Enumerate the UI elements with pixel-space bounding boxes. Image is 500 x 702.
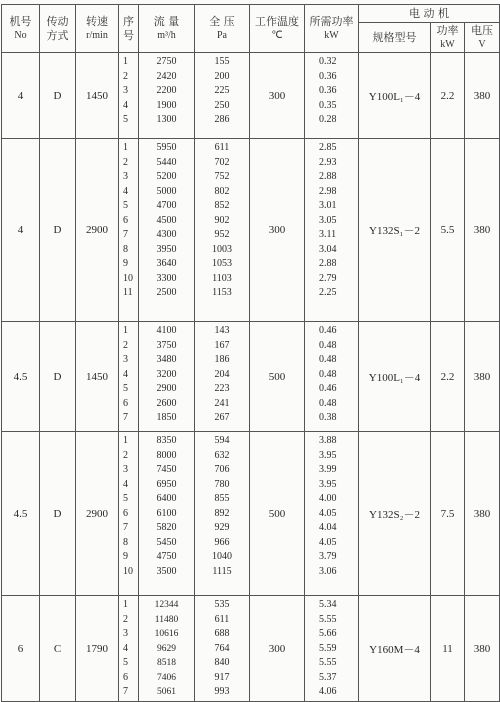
fan-no-cell: 4.5 [2, 432, 40, 596]
seq-item: 4 [123, 642, 128, 654]
pressure-value: 929 [214, 522, 230, 533]
power-value: 5.59 [319, 642, 337, 654]
seq-item: 3 [123, 354, 128, 365]
power-list [305, 596, 359, 702]
flow-value: 6400 [156, 493, 177, 504]
table-row [2, 432, 500, 596]
pressure-value: 535 [214, 599, 230, 610]
pressure-value: 892 [214, 507, 230, 519]
power-value: 3.99 [319, 464, 337, 475]
pressure-value: 966 [214, 536, 230, 548]
power-value: 3.04 [319, 243, 337, 255]
power-value: 5.34 [319, 599, 337, 610]
pressure-value: 917 [214, 671, 230, 683]
temp-cell: 500 [250, 322, 305, 432]
col-speed: 转速 r/min [76, 5, 119, 53]
pressure-list [195, 322, 250, 432]
power-value: 2.88 [319, 171, 337, 182]
col-power-required: 所需功率 kW [305, 5, 359, 53]
seq-item: 4 [123, 185, 128, 197]
power-value: 2.25 [319, 287, 337, 298]
col-voltage: 电压 V [465, 23, 500, 53]
voltage-cell: 380 [465, 596, 500, 702]
power-value: 0.48 [319, 397, 337, 409]
seq-item: 4 [123, 478, 128, 490]
pressure-value: 611 [214, 613, 230, 625]
fan-no-cell: 6 [2, 596, 40, 702]
power-value: 0.38 [319, 412, 337, 423]
flow-list [139, 322, 195, 432]
pressure-value: 852 [214, 200, 230, 211]
seq-item: 4 [123, 368, 128, 380]
pressure-value: 204 [214, 368, 230, 380]
seq-item: 5 [123, 657, 128, 668]
power-value: 0.32 [319, 56, 337, 67]
motor-power-cell: 2.2 [431, 322, 465, 432]
pressure-value: 186 [214, 354, 230, 365]
speed-cell: 1790 [76, 596, 119, 702]
power-value: 0.36 [319, 85, 337, 96]
seq-item: 5 [123, 383, 128, 394]
model-cell: Y100L₁－4 [359, 53, 431, 139]
pressure-value: 1053 [212, 258, 232, 269]
power-value: 2.79 [319, 272, 337, 284]
flow-value: 7406 [157, 672, 176, 683]
power-value: 4.04 [319, 522, 337, 533]
pressure-value: 840 [214, 657, 230, 668]
pressure-value: 250 [214, 99, 230, 111]
flow-value: 2900 [156, 383, 177, 394]
power-value: 0.46 [319, 325, 337, 336]
pressure-value: 952 [214, 229, 230, 240]
table-row [2, 139, 500, 322]
seq-item: 8 [123, 536, 128, 548]
motor-power-cell: 7.5 [431, 432, 465, 596]
seq-item: 3 [123, 464, 128, 475]
flow-value: 2420 [156, 70, 177, 82]
pressure-value: 802 [214, 185, 230, 197]
seq-item: 2 [123, 613, 128, 625]
speed-cell: 1450 [76, 53, 119, 139]
power-list [305, 53, 359, 139]
drive-cell: D [40, 322, 76, 432]
motor-power-cell: 5.5 [431, 139, 465, 322]
seq-item: 9 [123, 551, 128, 562]
power-value: 3.01 [319, 200, 337, 211]
flow-value: 2600 [156, 397, 177, 409]
model-cell: Y160M－4 [359, 596, 431, 702]
seq-item: 6 [123, 507, 128, 519]
flow-value: 4100 [156, 325, 177, 336]
model-cell: Y132S₂－2 [359, 432, 431, 596]
pressure-list [195, 139, 250, 322]
pressure-value: 706 [214, 464, 230, 475]
power-value: 4.06 [319, 686, 337, 697]
speed-cell: 2900 [76, 139, 119, 322]
flow-value: 4700 [156, 200, 177, 211]
col-fan-no: 机号 No [2, 5, 40, 53]
voltage-cell: 380 [465, 432, 500, 596]
power-value: 0.36 [319, 70, 337, 82]
seq-item: 10 [123, 272, 133, 284]
flow-value: 6950 [156, 478, 177, 490]
flow-value: 3480 [156, 354, 177, 365]
flow-value: 3300 [156, 272, 177, 284]
pressure-value: 702 [214, 156, 230, 168]
seq-item: 6 [123, 671, 128, 683]
pressure-value: 1040 [212, 551, 232, 562]
drive-cell: D [40, 432, 76, 596]
seq-item: 2 [123, 156, 128, 168]
flow-value: 10616 [154, 629, 179, 639]
pressure-value: 1153 [212, 287, 232, 298]
seq-item: 11 [123, 287, 133, 298]
pressure-value: 286 [214, 114, 230, 125]
power-value: 5.55 [319, 657, 337, 668]
flow-value: 1300 [156, 114, 177, 125]
power-value: 3.95 [319, 478, 337, 490]
flow-value: 2750 [156, 56, 177, 67]
seq-item: 2 [123, 449, 128, 461]
seq-list [119, 596, 139, 702]
voltage-cell: 380 [465, 322, 500, 432]
voltage-cell: 380 [465, 139, 500, 322]
flow-list [139, 432, 195, 596]
seq-item: 8 [123, 243, 128, 255]
col-drive: 传动 方式 [40, 5, 76, 53]
flow-value: 8518 [157, 658, 176, 668]
power-value: 0.48 [319, 354, 337, 365]
flow-value: 5000 [156, 185, 177, 197]
fan-no-cell: 4 [2, 53, 40, 139]
flow-list [139, 596, 195, 702]
flow-value: 4300 [156, 229, 177, 240]
pressure-value: 1003 [212, 243, 232, 255]
speed-cell: 1450 [76, 322, 119, 432]
seq-item: 7 [123, 522, 128, 533]
power-value: 4.00 [319, 493, 337, 504]
flow-value: 6100 [156, 507, 177, 519]
flow-value: 3200 [156, 368, 177, 380]
model-cell: Y100L₁－4 [359, 322, 431, 432]
seq-item: 3 [123, 628, 128, 639]
power-value: 0.28 [319, 114, 337, 125]
flow-value: 1900 [156, 99, 177, 111]
power-list [305, 432, 359, 596]
col-temp: 工作温度 ℃ [250, 5, 305, 53]
pressure-value: 752 [214, 171, 230, 182]
flow-value: 3750 [156, 339, 177, 351]
pressure-value: 688 [214, 628, 230, 639]
col-flow: 流 量 m³/h [139, 5, 195, 53]
pressure-value: 267 [214, 412, 230, 423]
flow-value: 9629 [157, 643, 176, 654]
seq-list [119, 53, 139, 139]
pressure-value: 155 [214, 56, 230, 67]
pressure-value: 1115 [212, 565, 232, 577]
flow-value: 5820 [156, 522, 177, 533]
power-value: 2.88 [319, 258, 337, 269]
seq-item: 7 [123, 229, 128, 240]
seq-item: 10 [123, 565, 133, 577]
pressure-value: 632 [214, 449, 230, 461]
seq-list [119, 322, 139, 432]
power-value: 0.48 [319, 368, 337, 380]
seq-item: 7 [123, 686, 128, 697]
power-value: 2.98 [319, 185, 337, 197]
flow-value: 1850 [156, 412, 177, 423]
pressure-value: 167 [214, 339, 230, 351]
power-list [305, 322, 359, 432]
flow-value: 2200 [156, 85, 177, 96]
seq-item: 7 [123, 412, 128, 423]
col-motor-group: 电 动 机 [359, 5, 500, 23]
pressure-value: 764 [214, 642, 230, 654]
flow-value: 7450 [156, 464, 177, 475]
drive-cell: C [40, 596, 76, 702]
table-row [2, 322, 500, 432]
fan-no-cell: 4.5 [2, 322, 40, 432]
pressure-value: 780 [214, 478, 230, 490]
seq-item: 4 [123, 99, 128, 111]
col-pressure: 全 压 Pa [195, 5, 250, 53]
flow-value: 5061 [157, 687, 176, 697]
pressure-value: 594 [214, 435, 230, 446]
table-row [2, 53, 500, 139]
power-value: 2.85 [319, 142, 337, 153]
pressure-value: 855 [214, 493, 230, 504]
flow-value: 3500 [156, 565, 177, 577]
power-value: 4.05 [319, 536, 337, 548]
seq-item: 2 [123, 70, 128, 82]
fan-performance-table [1, 4, 500, 702]
temp-cell: 300 [250, 596, 305, 702]
pressure-value: 200 [214, 70, 230, 82]
power-value: 4.05 [319, 507, 337, 519]
pressure-value: 223 [214, 383, 230, 394]
speed-cell: 2900 [76, 432, 119, 596]
pressure-list [195, 596, 250, 702]
power-list [305, 139, 359, 322]
pressure-value: 611 [214, 142, 230, 153]
flow-value: 4750 [156, 551, 177, 562]
motor-power-cell: 11 [431, 596, 465, 702]
pressure-value: 241 [214, 397, 230, 409]
pressure-list [195, 432, 250, 596]
flow-list [139, 53, 195, 139]
power-value: 0.48 [319, 339, 337, 351]
temp-cell: 300 [250, 53, 305, 139]
flow-value: 5950 [156, 142, 177, 153]
model-cell: Y132S₁－2 [359, 139, 431, 322]
temp-cell: 500 [250, 432, 305, 596]
header-row-1 [2, 5, 500, 23]
seq-item: 5 [123, 200, 128, 211]
power-value: 0.46 [319, 383, 337, 394]
motor-power-cell: 2.2 [431, 53, 465, 139]
seq-item: 3 [123, 171, 128, 182]
col-motor-power: 功率 kW [431, 23, 465, 53]
flow-value: 8000 [156, 449, 177, 461]
seq-item: 6 [123, 397, 128, 409]
pressure-value: 993 [214, 686, 230, 697]
power-value: 3.06 [319, 565, 337, 577]
seq-item: 1 [123, 142, 128, 153]
seq-item: 1 [123, 599, 128, 610]
power-value: 5.37 [319, 671, 337, 683]
flow-value: 5450 [156, 536, 177, 548]
power-value: 0.35 [319, 99, 337, 111]
seq-item: 9 [123, 258, 128, 269]
temp-cell: 300 [250, 139, 305, 322]
flow-value: 3640 [156, 258, 177, 269]
seq-item: 5 [123, 114, 128, 125]
flow-value: 2500 [156, 287, 177, 298]
seq-item: 1 [123, 325, 128, 336]
power-value: 3.79 [319, 551, 337, 562]
seq-item: 5 [123, 493, 128, 504]
power-value: 3.11 [319, 229, 337, 240]
flow-value: 3950 [156, 243, 177, 255]
seq-item: 2 [123, 339, 128, 351]
pressure-value: 225 [214, 85, 230, 96]
drive-cell: D [40, 53, 76, 139]
seq-item: 6 [123, 214, 128, 226]
seq-item: 3 [123, 85, 128, 96]
power-value: 5.55 [319, 613, 337, 625]
power-value: 3.95 [319, 449, 337, 461]
pressure-value: 1103 [212, 272, 232, 284]
pressure-value: 902 [214, 214, 230, 226]
pressure-value: 143 [214, 325, 230, 336]
power-value: 5.66 [319, 628, 337, 639]
flow-value: 12344 [154, 600, 179, 610]
drive-cell: D [40, 139, 76, 322]
flow-value: 4500 [156, 214, 177, 226]
power-value: 3.88 [319, 435, 337, 446]
seq-list [119, 139, 139, 322]
col-seq: 序 号 [119, 5, 139, 53]
flow-value: 11480 [154, 614, 179, 625]
voltage-cell: 380 [465, 53, 500, 139]
flow-value: 5440 [156, 156, 177, 168]
power-value: 3.05 [319, 214, 337, 226]
pressure-list [195, 53, 250, 139]
seq-item: 1 [123, 435, 128, 446]
flow-value: 8350 [156, 435, 177, 446]
col-motor-model: 规格型号 [359, 23, 431, 53]
seq-item: 1 [123, 56, 128, 67]
table-row [2, 596, 500, 702]
flow-value: 5200 [156, 171, 177, 182]
fan-no-cell: 4 [2, 139, 40, 322]
flow-list [139, 139, 195, 322]
seq-list [119, 432, 139, 596]
power-value: 2.93 [319, 156, 337, 168]
